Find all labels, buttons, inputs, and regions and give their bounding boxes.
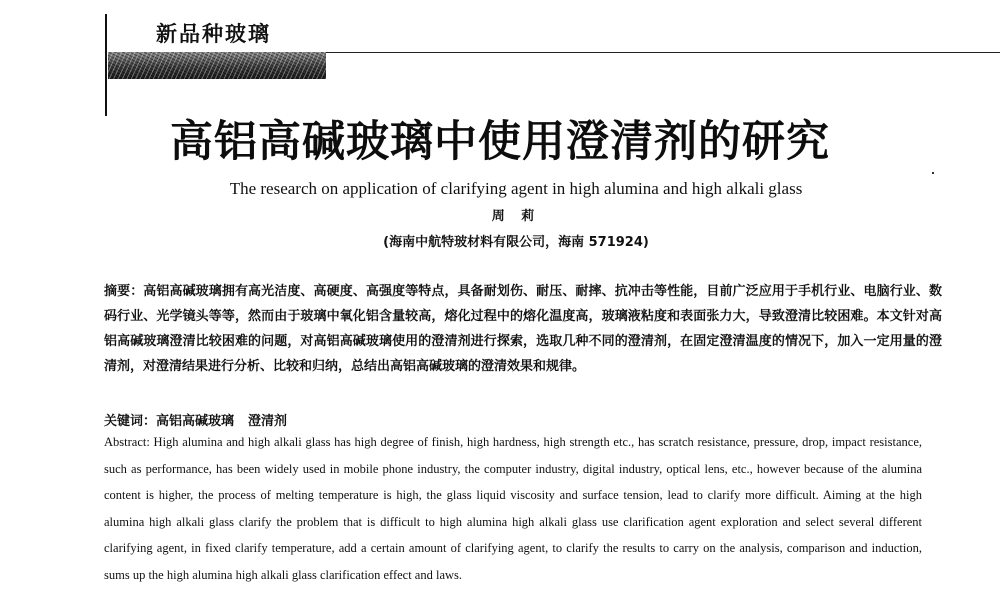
header-horizontal-rule [326, 52, 1000, 53]
abstract-chinese-label: 摘要： [104, 284, 144, 299]
abstract-chinese-text: 高铝高碱玻璃拥有高光洁度、高硬度、高强度等特点，具备耐划伤、耐压、耐摔、抗冲击等性能，目前广泛应用于手机行业、电脑行业、数码行业、光学镜头等等，然而由于玻璃中氧化铝含量较高，熔化过程中的熔化温度高，玻璃液粘度和表面张力大，导致澄清比较困难。本文针对高铝高碱玻璃澄清比较困难的问题，对高铝高碱玻璃使用的澄清剂进行探索，选取几种不同的澄清剂，在固定澄清温度的情况下，加入一定用量的澄清剂，对澄清结果进行分析、比较和归纳，总结出高铝高碱玻璃的澄清效果和规律。 [104, 284, 942, 374]
author-affiliation: (海南中航特玻材料有限公司，海南 571924) [383, 235, 649, 250]
header-vertical-rule [105, 14, 107, 116]
keyword-item: 高铝高碱玻璃 [156, 414, 235, 429]
abstract-chinese [104, 279, 942, 379]
scan-speck [932, 172, 934, 174]
article-title: 高铝高碱玻璃中使用澄清剂的研究 [170, 117, 830, 167]
section-label: 新品种玻璃 [156, 22, 271, 46]
keywords-line [104, 410, 301, 429]
keywords-label: 关键词： [104, 414, 157, 429]
section-decoration-band [108, 52, 326, 79]
author-name: 周 莉 [491, 209, 541, 224]
article-english-title: The research on application of clarifying agent in high alumina and high alkali glass [229, 179, 803, 198]
abstract-english: Abstract: High alumina and high alkali glass has high degree of finish, high hardness, high strength etc., has scratch resistance, pressure, drop, impact resistance, such as performance, has been widely used in mobile phone industry, the computer industry, digital industry, optical lens, etc., however because of the alumina content is higher, the process of melting temperature is high, the glass liquid viscosity and surface tension, lead to clarify more difficult. Aiming at the high alumina high alkali glass clarify the problem that is difficult to high alumina high alkali glass use clarification agent exploration and select several different clarifying agent, in fixed clarify temperature, add a certain amount of clarifying agent, to clarify the results to carry on the analysis, comparison and induction, sums up the high alumina high alkali glass clarification effect and laws. [104, 435, 922, 582]
keyword-item: 澄清剂 [248, 414, 288, 429]
